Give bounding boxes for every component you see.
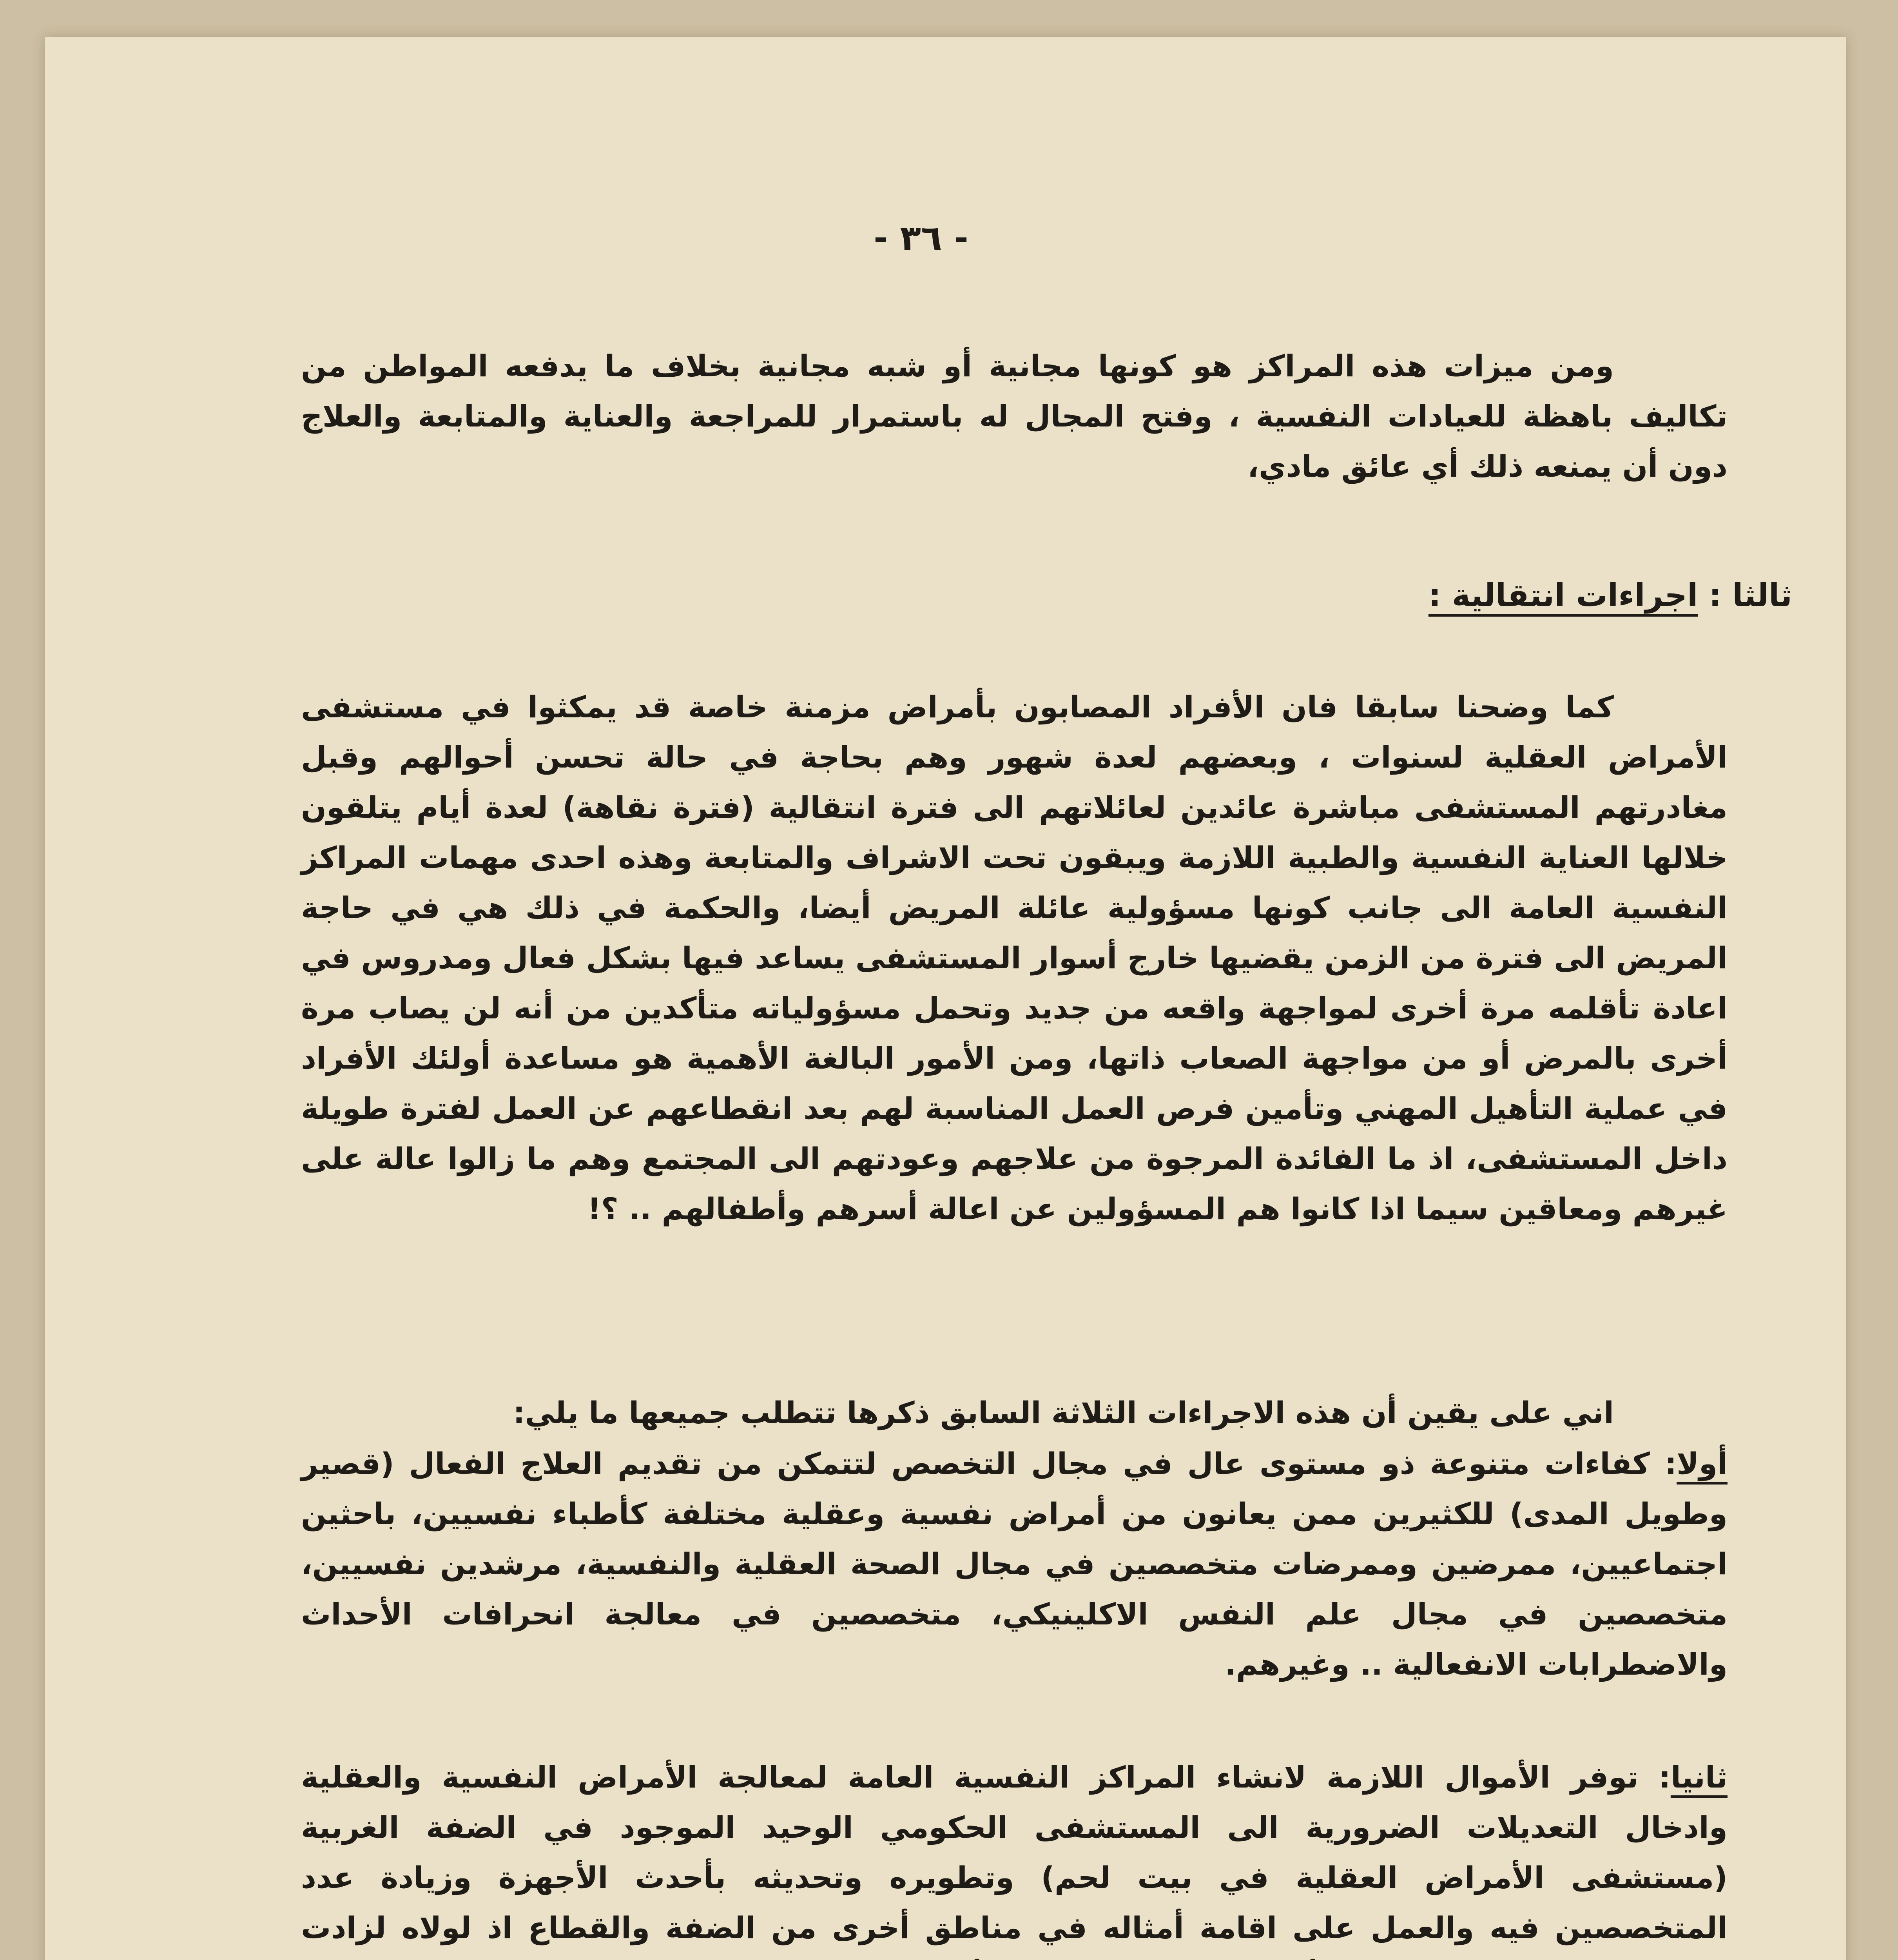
intro-text: ومن ميزات هذه المراكز هو كونها مجانية أو شبه مجانية بخلاف ما يدفعه المواطن من تكاليف باهظة للعيادات النفسية ، وفتح المجال له باستمرار للمراجعة والعناية والمتابعة والعلاج دون أن يمنعه ذلك أي عائق مادي، bbox=[301, 348, 1728, 484]
section-three-heading bbox=[303, 570, 1792, 621]
second-item-prefix: ثانيا bbox=[1670, 1760, 1728, 1795]
intro-paragraph bbox=[301, 341, 1728, 492]
section-three-body: كما وضحنا سابقا فان الأفراد المصابون بأمراض مزمنة خاصة قد يمكثوا في مستشفى الأمراض العقلية لسنوات ، وبعضهم لعدة شهور وهم بحاجة في حالة تحسن أحوالهم وقبل مغادرتهم المستشفى مباشرة عائدين لعائلاتهم الى فترة انتقالية (فترة نقاهة) لعدة أيام يتلقون خلالها العناية النفسية والطبية اللازمة ويبقون تحت الاشراف والمتابعة وهذه احدى مهمات المراكز النفسية العامة الى جانب كونها مسؤولية عائلة المريض أيضا، والحكمة في ذلك هي في حاجة المريض الى فترة من الزمن يقضيها خارج أسوار المستشفى يساعد فيها بشكل فعال ومدروس في اعادة تأقلمه مرة أخرى لمواجهة واقعه من جديد وتحمل مسؤولياته متأكدين من أنه لن يصاب مرة أخرى بالمرض أو من مواجهة الصعاب ذاتها، ومن الأمور البالغة الأهمية هو مساعدة أولئك الأفراد في عملية التأهيل المهني وتأمين فرص العمل المناسبة لهم بعد انقطاعهم عن العمل لفترة طويلة داخل المستشفى، اذ ما الفائدة المرجوة من علاجهم وعودتهم الى المجتمع وهم ما زالوا عالة على غيرهم ومعاقين سيما اذا كانوا هم المسؤولين عن اعالة أسرهم وأطفالهم .. ؟! bbox=[301, 690, 1728, 1226]
first-item bbox=[301, 1439, 1728, 1690]
section-three-prefix: ثالثا : bbox=[1698, 577, 1792, 613]
first-item-prefix: أولا bbox=[1677, 1446, 1728, 1481]
section-three-paragraph bbox=[301, 682, 1728, 1234]
section-three-title: اجراءات انتقالية : bbox=[1428, 577, 1698, 613]
page-number: - ٣٦ - bbox=[874, 218, 968, 258]
second-item-text: : توفر الأموال اللازمة لانشاء المراكز النفسية العامة لمعالجة الأمراض النفسية والعقلية وادخال التعديلات الضرورية الى المستشفى الحكومي الوحيد الموجود في الضفة الغربية (مستشفى الأمراض العقلية في بيت لحم) وتطويره وتحديثه بأحدث الأجهزة وزيادة عدد المتخصصين فيه والعمل على اقامة أمثاله في مناطق أخرى من الضفة والقطاع اذ لولاه لزادت bbox=[301, 1760, 1728, 1945]
requirements-intro-text: اني على يقين أن هذه الاجراءات الثلاثة السابق ذكرها تتطلب جميعها ما يلي: bbox=[513, 1395, 1614, 1430]
requirements-intro-paragraph bbox=[301, 1388, 1728, 1438]
first-item-text: : كفاءات متنوعة ذو مستوى عال في مجال التخصص لتتمكن من تقديم العلاج الفعال (قصير وطويل المدى) للكثيرين ممن يعانون من أمراض نفسية وعقلية مختلفة كأطباء نفسيين، باحثين اجتماعيين، ممرضين وممرضات متخصصين في مجال الصحة العقلية والنفسية، مرشدين نفسيين، متخصصين في مجال علم النفس الاكلينيكي، متخصصين في معالجة انحرافات الأحداث والاضطرابات الانفعالية .. وغيرهم. bbox=[301, 1446, 1728, 1682]
second-item bbox=[301, 1752, 1728, 1960]
